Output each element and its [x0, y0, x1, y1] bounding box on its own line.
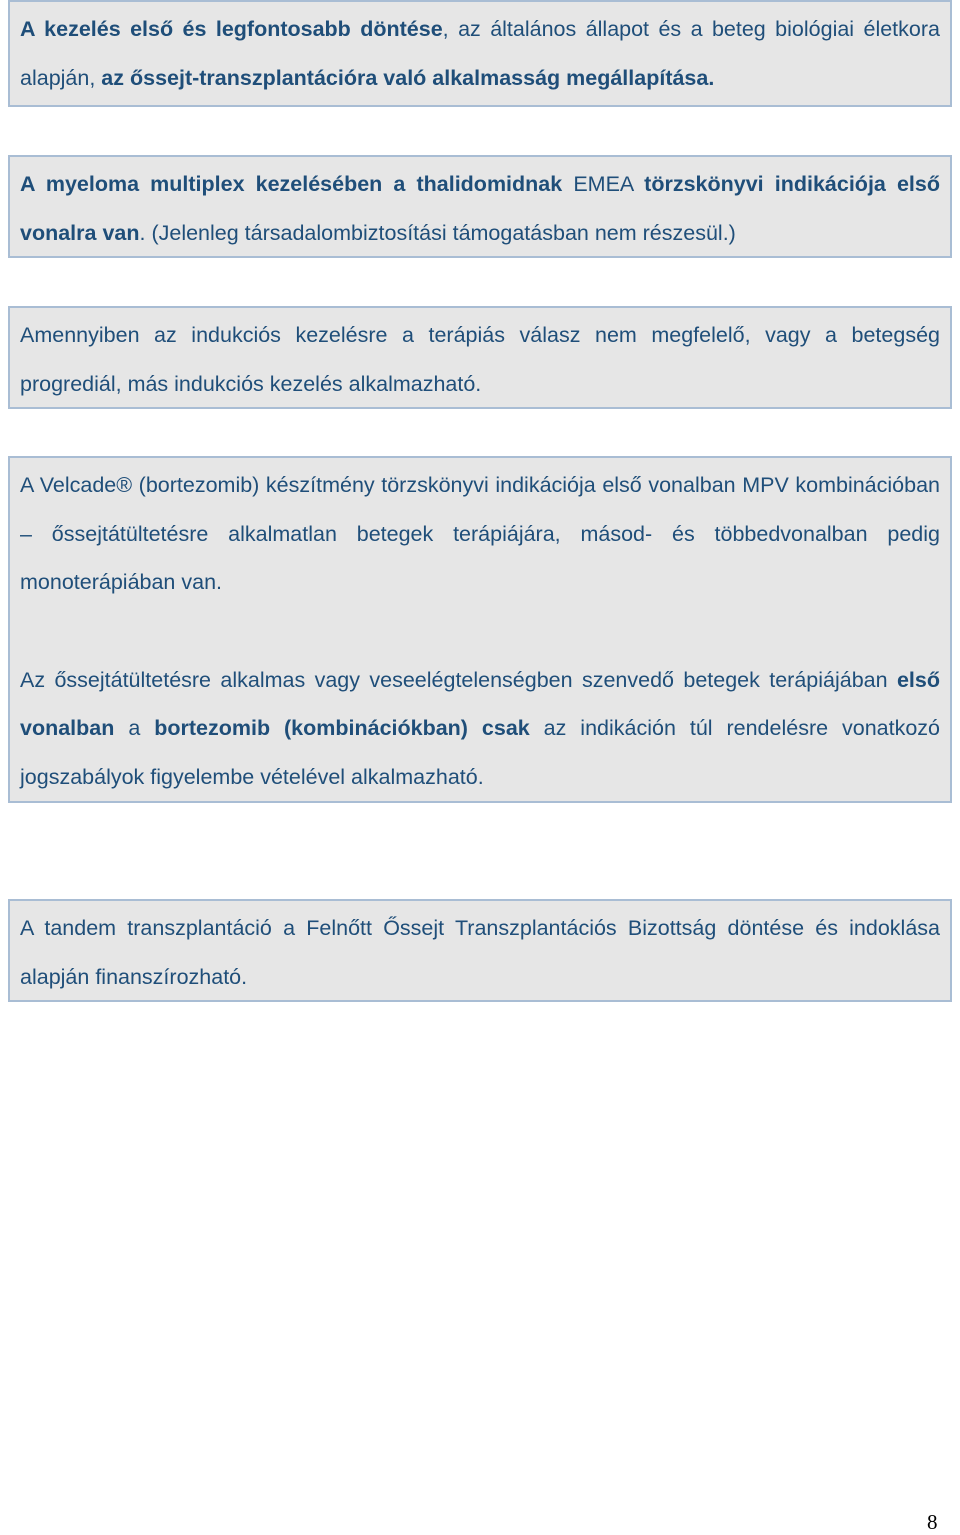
text-span: A Velcade® (bortezomib) készítmény törzskönyvi indikációja első vonalban MPV kombinációban – őssejtátültetésre alkalmatlan betegek terápiájára, másod- és többedvonalban pedig monoterápiában van.: [20, 473, 940, 594]
page-number: 8: [927, 1510, 938, 1534]
paragraph-induction: [20, 311, 940, 408]
text-span: A tandem transzplantáció a Felnőtt Őssejt Transzplantációs Bizottság döntése és indoklása alapján finanszírozható.: [20, 916, 940, 989]
text-span: bortezomib (kombinációkban) csak: [154, 716, 530, 740]
text-span: törzskönyvi indikációja első vonalra van: [20, 172, 940, 245]
text-box-suitability: [8, 0, 952, 107]
paragraph-stem-cell-eligible: [20, 656, 940, 802]
text-span: az őssejt-transzplantációra való alkalmasság megállapítása.: [101, 65, 715, 90]
text-span: a: [114, 716, 155, 740]
text-span: első vonalban: [20, 667, 940, 740]
text-box-bortezomib: [8, 456, 952, 803]
paragraph-suitability: [20, 5, 940, 102]
text-span: az indikáción túl rendelésre vonatkozó jogszabályok figyelembe vételével alkalmazható.: [20, 716, 941, 789]
text-span: EMEA: [573, 172, 645, 196]
text-span: A myeloma multiplex kezelésében a thalidomidnak: [20, 172, 574, 196]
text-span: . (Jelenleg társadalombiztosítási támogatásban nem részesül.): [139, 220, 736, 245]
text-span: Amennyiben az indukciós kezelésre a terápiás válasz nem megfelelő, vagy a betegség progrediál, más indukciós kezelés alkalmazható.: [20, 323, 940, 396]
paragraph-tandem-transplant: [20, 904, 940, 1001]
paragraph-thalidomide: [20, 160, 940, 257]
text-box-induction: [8, 306, 952, 409]
paragraph-velcade: [20, 461, 940, 607]
text-box-tandem-transplant: [8, 899, 952, 1002]
text-box-thalidomide: [8, 155, 952, 258]
text-span: , az általános állapot és a beteg biológiai életkora alapján,: [20, 17, 940, 90]
text-span: Az őssejtátültetésre alkalmas vagy veseelégtelenségben szenvedő betegek terápiájában: [20, 667, 897, 692]
text-span: A kezelés első és legfontosabb döntése: [20, 17, 443, 41]
